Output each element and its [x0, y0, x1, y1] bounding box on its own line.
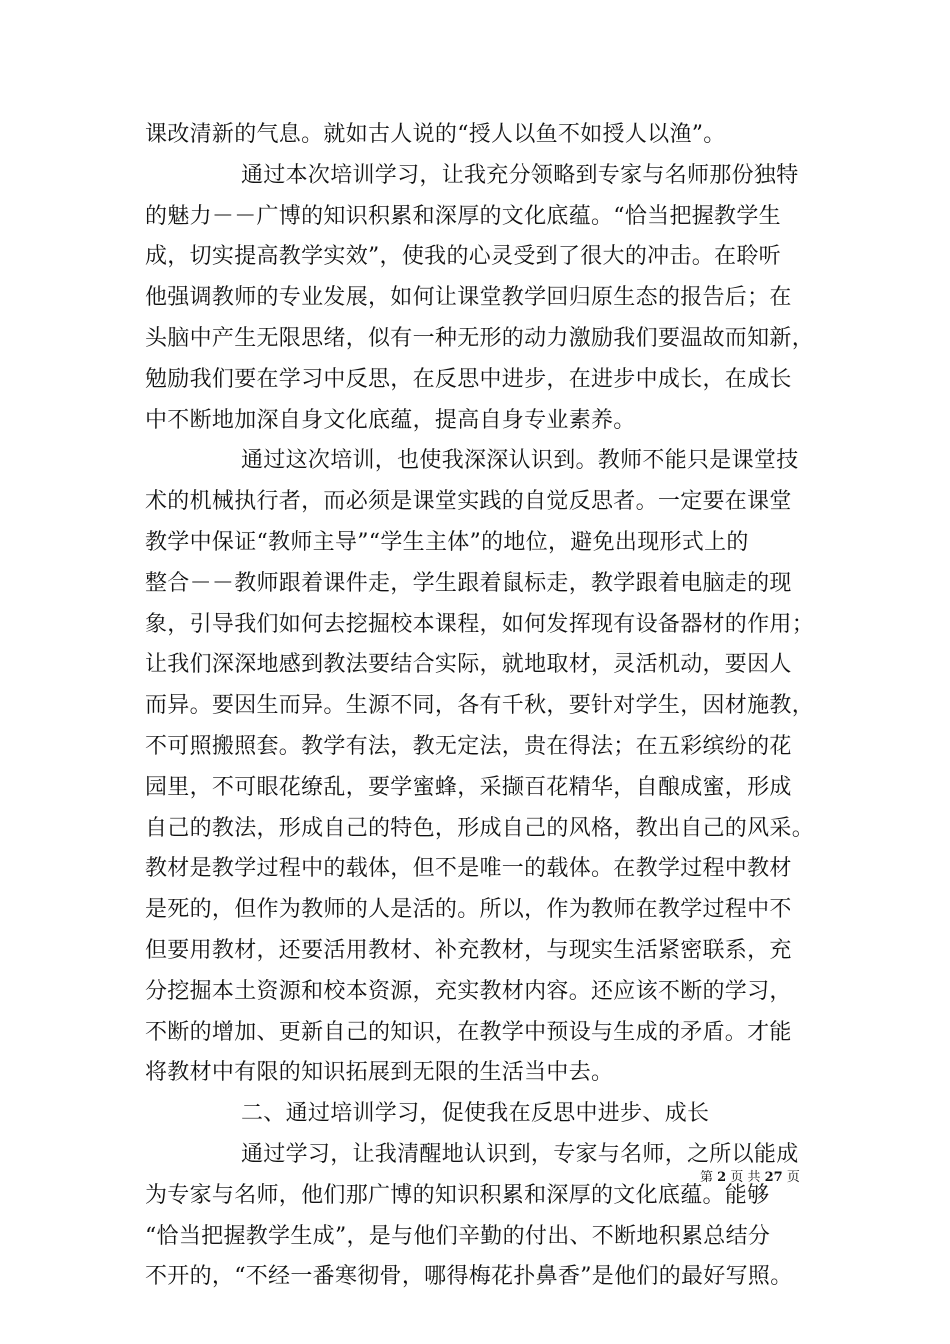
text-line: 而异。要因生而异。生源不同，各有千秋，要针对学生，因材施教， — [145, 693, 815, 719]
text-line: 教学中保证“教师主导”“学生主体”的地位，避免出现形式上的 — [145, 529, 749, 555]
text-line: 但要用教材，还要活用教材、补充教材，与现实生活紧密联系，充 — [145, 937, 792, 963]
text-line: 将教材中有限的知识拓展到无限的生活当中去。 — [145, 1060, 614, 1086]
paragraph-start-line: 通过这次培训，也使我深深认识到。教师不能只是课堂技 — [241, 448, 799, 474]
text-line: 头脑中产生无限思绪，似有一种无形的动力激励我们要温故而知新， — [145, 325, 815, 351]
current-page-number: 2 — [717, 1170, 727, 1185]
text-line: 让我们深深地感到教法要结合实际，就地取材，灵活机动，要因人 — [145, 652, 792, 678]
text-line: 他强调教师的专业发展，如何让课堂教学回归原生态的报告后；在 — [145, 285, 792, 311]
text-line: 象，引导我们如何去挖掘校本课程，如何发挥现有设备器材的作用； — [145, 611, 815, 637]
text-line: 整合－－教师跟着课件走，学生跟着鼠标走，教学跟着电脑走的现 — [145, 570, 792, 596]
footer-prefix: 第 — [700, 1170, 718, 1185]
text-line: 为专家与名师，他们那广博的知识积累和深厚的文化底蕴。能够 — [145, 1182, 770, 1208]
text-line: 不可照搬照套。教学有法，教无定法，贵在得法；在五彩缤纷的花 — [145, 733, 792, 759]
footer-middle: 页 共 — [726, 1170, 765, 1185]
paragraph-start-line: 通过学习，让我清醒地认识到，专家与名师，之所以能成 — [241, 1141, 799, 1167]
text-line: 勉励我们要在学习中反思，在反思中进步，在进步中成长，在成长 — [145, 366, 792, 392]
text-line: 成，切实提高教学实效”，使我的心灵受到了很大的冲击。在聆听 — [145, 244, 781, 270]
text-line: 自己的教法，形成自己的特色，形成自己的风格，教出自己的风采。 — [145, 815, 815, 841]
section-heading: 二、通过培训学习，促使我在反思中进步、成长 — [241, 1101, 710, 1127]
text-line: 教材是教学过程中的载体，但不是唯一的载体。在教学过程中教材 — [145, 856, 792, 882]
footer-suffix: 页 — [782, 1170, 800, 1185]
total-page-count: 27 — [764, 1170, 783, 1185]
text-line: 园里，不可眼花缭乱，要学蜜蜂，采撷百花精华，自酿成蜜，形成 — [145, 774, 792, 800]
text-line: 是死的，但作为教师的人是活的。所以，作为教师在教学过程中不 — [145, 897, 792, 923]
text-line: 不断的增加、更新自己的知识，在教学中预设与生成的矛盾。才能 — [145, 1019, 792, 1045]
text-line: “恰当把握教学生成”，是与他们辛勤的付出、不断地积累总结分 — [145, 1223, 771, 1249]
page-number-footer — [700, 1168, 800, 1188]
text-line: 的魅力－－广博的知识积累和深厚的文化底蕴。“恰当把握教学生 — [145, 203, 781, 229]
text-line: 分挖掘本土资源和校本资源，充实教材内容。还应该不断的学习， — [145, 978, 792, 1004]
paragraph-start-line: 通过本次培训学习，让我充分领略到专家与名师那份独特 — [241, 162, 799, 188]
text-line: 课改清新的气息。就如古人说的“授人以鱼不如授人以渔”。 — [145, 122, 726, 147]
text-line: 术的机械执行者，而必须是课堂实践的自觉反思者。一定要在课堂 — [145, 489, 792, 515]
body-text — [145, 115, 820, 1298]
text-line: 中不断地加深自身文化底蕴，提高自身专业素养。 — [145, 407, 636, 433]
text-line: 不开的，“不经一番寒彻骨，哪得梅花扑鼻香”是他们的最好写照。 — [145, 1264, 793, 1290]
